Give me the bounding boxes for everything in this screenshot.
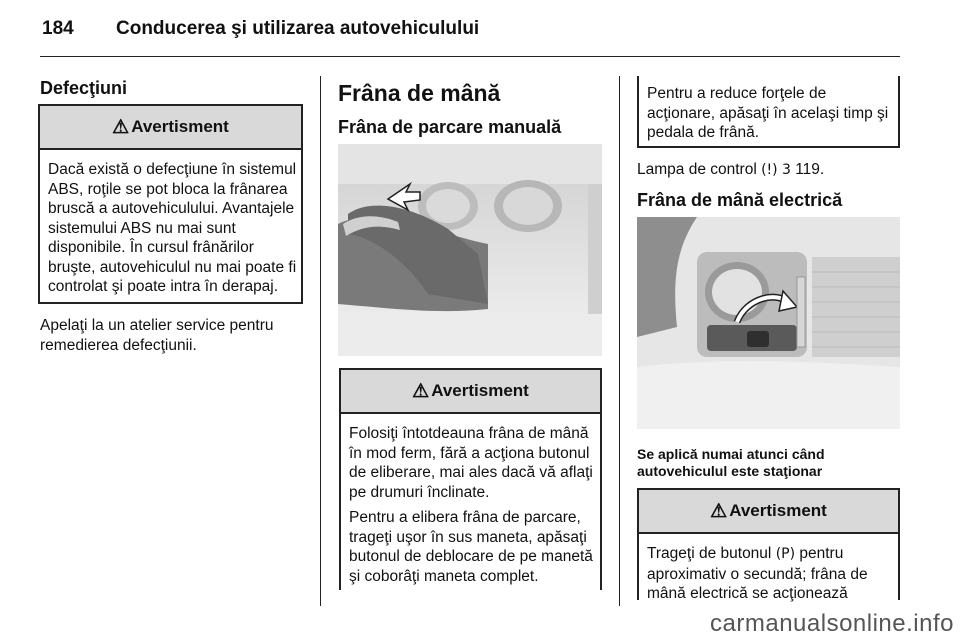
note-box-brake-pedal <box>637 76 900 148</box>
warning-header <box>639 490 898 534</box>
warning-triangle-icon: ⚠ <box>412 380 430 402</box>
subheading-frana-manuala: Frâna de parcare manuală <box>338 117 562 137</box>
warning-label: Avertisment <box>131 117 229 136</box>
lamp-reference <box>637 160 902 181</box>
electric-handbrake-illustration <box>637 217 900 429</box>
note-box-text: Pentru a reduce forţele de acţionare, apăsaţi în acelaşi timp şi pedala de frână. <box>647 85 889 141</box>
warning-header <box>341 370 600 414</box>
page-number: 184 <box>42 18 74 39</box>
subheading-frana-electrica: Frâna de mână electrică <box>637 190 843 210</box>
warning-box-abs <box>38 104 303 304</box>
warning-text-b: pentru aproximativ o secundă; frâna de mână electrică se acţionează <box>647 545 868 602</box>
stationary-note: Se aplică numai atunci când autovehiculul este staţionar <box>637 446 825 479</box>
section-heading-frana-de-mana: Frâna de mână <box>338 80 501 106</box>
warning-box-electric <box>637 488 900 600</box>
warning-label: Avertisment <box>729 501 827 520</box>
warning-text <box>647 544 890 604</box>
warning-box-handbrake <box>339 368 602 590</box>
repair-paragraph: Apelaţi la un atelier service pentru remedierea defecţiunii. <box>40 317 274 354</box>
warning-label: Avertisment <box>431 381 529 400</box>
warning-header <box>40 106 301 150</box>
warning-body <box>40 150 301 297</box>
watermark: carmanualsonline.info <box>710 610 954 637</box>
warning-text-1: Folosiţi întotdeauna frâna de mână în mod ferm, fără a acţiona butonul de eliberare, mai ales dacă vă aflaţi pe drumuri înclinate. <box>349 425 593 501</box>
page-header-title: Conducerea şi utilizarea autovehiculului <box>116 18 480 39</box>
warning-text-2: Pentru a elibera frâna de parcare, trageţi uşor în sus maneta, apăsaţi butonul de deblocare de pe manetă şi coborâţi maneta complet. <box>349 509 593 585</box>
lamp-label: Lampa de control <box>637 161 757 178</box>
brake-warning-lamp-icon: (!) <box>761 162 778 178</box>
column-divider-1 <box>320 76 321 606</box>
electric-handbrake-photo <box>637 217 900 429</box>
warning-triangle-icon: ⚠ <box>112 116 130 138</box>
manual-handbrake-photo <box>338 144 602 356</box>
warning-body <box>341 414 600 586</box>
warning-body <box>639 534 898 604</box>
section-heading-defectiuni: Defecţiuni <box>40 78 128 98</box>
parking-brake-button-icon: (P) <box>775 546 796 562</box>
lamp-page-reference: 119. <box>795 161 825 178</box>
warning-text-a: Trageţi de butonul <box>647 545 772 562</box>
header-rule <box>40 56 900 57</box>
page-reference-arrow-icon: 3 <box>781 162 791 178</box>
warning-triangle-icon: ⚠ <box>710 500 728 522</box>
manual-handbrake-illustration <box>338 144 602 356</box>
warning-text: Dacă există o defecţiune în sistemul ABS, roţile se pot bloca la frânarea bruscă a autovehiculului. Avantajele sistemului ABS nu mai sunt disponibile. În cursul frânărilor bruşte, autovehiculul nu mai poate fi controlat şi poate intra în derapaj. <box>48 161 297 295</box>
column-divider-2 <box>619 76 620 606</box>
